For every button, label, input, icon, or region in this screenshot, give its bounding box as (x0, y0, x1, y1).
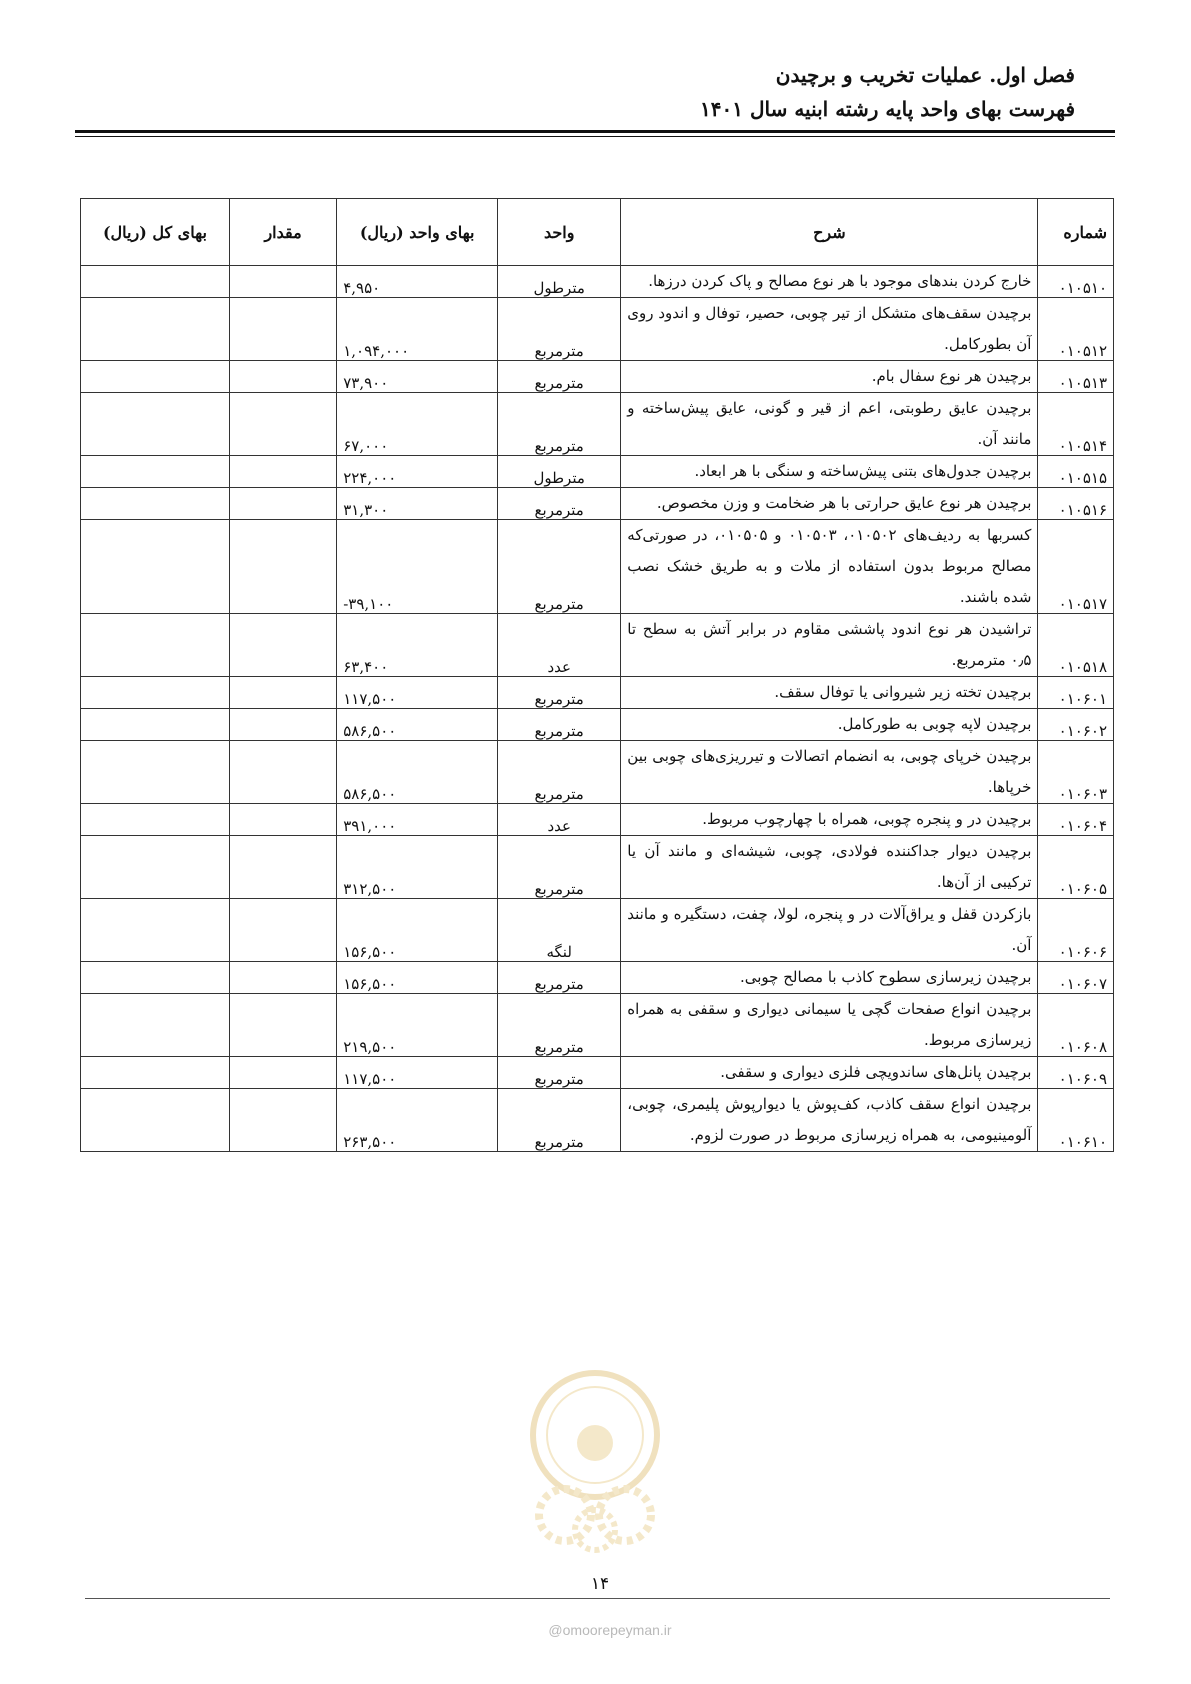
item-unit: مترمربع (498, 520, 621, 614)
item-description: تراشیدن هر نوع اندود پاششی مقاوم در برابر آتش به سطح تا ۰٫۵ مترمربع. (621, 614, 1038, 677)
item-total-price (81, 520, 230, 614)
item-total-price (81, 266, 230, 298)
table-row (81, 456, 1114, 488)
item-code: ۰۱۰۶۰۷ (1038, 962, 1114, 994)
item-unit: مترمربع (498, 709, 621, 741)
table-row (81, 677, 1114, 709)
item-unit-price: -۳۹,۱۰۰ (337, 520, 498, 614)
item-description: برچیدن هر نوع سفال بام. (621, 361, 1038, 393)
item-code: ۰۱۰۶۰۳ (1038, 741, 1114, 804)
item-description: برچیدن انواع صفحات گچی یا سیمانی دیواری و سقفی به همراه زیرسازی مربوط. (621, 994, 1038, 1057)
item-total-price (81, 1089, 230, 1152)
item-unit: عدد (498, 614, 621, 677)
item-description: برچیدن هر نوع عایق حرارتی با هر ضخامت و وزن مخصوص. (621, 488, 1038, 520)
item-unit: مترمربع (498, 1089, 621, 1152)
item-total-price (81, 614, 230, 677)
item-unit-price: ۵۸۶,۵۰۰ (337, 709, 498, 741)
table-row (81, 488, 1114, 520)
chapter-title: فصل اول. عملیات تخریب و برچیدن (775, 63, 1075, 87)
item-quantity (229, 488, 336, 520)
item-unit: مترطول (498, 456, 621, 488)
table-row (81, 520, 1114, 614)
table-row (81, 1089, 1114, 1152)
item-total-price (81, 962, 230, 994)
item-description: برچیدن سقف‌های متشکل از تیر چوبی، حصیر، توفال و اندود روی آن بطورکامل. (621, 298, 1038, 361)
item-code: ۰۱۰۵۱۶ (1038, 488, 1114, 520)
table-row (81, 614, 1114, 677)
item-code: ۰۱۰۵۱۷ (1038, 520, 1114, 614)
table-row (81, 266, 1114, 298)
item-unit: مترمربع (498, 677, 621, 709)
watermark-seal (510, 1365, 680, 1565)
item-code: ۰۱۰۵۱۴ (1038, 393, 1114, 456)
table-header-row (81, 199, 1114, 266)
item-quantity (229, 804, 336, 836)
item-quantity (229, 1089, 336, 1152)
item-quantity (229, 266, 336, 298)
item-quantity (229, 741, 336, 804)
item-unit-price: ۱۱۷,۵۰۰ (337, 1057, 498, 1089)
item-unit-price: ۱۵۶,۵۰۰ (337, 962, 498, 994)
item-total-price (81, 899, 230, 962)
item-unit: لنگه (498, 899, 621, 962)
item-description: بازکردن قفل و یراق‌آلات در و پنجره، لولا، چفت، دستگیره و مانند آن. (621, 899, 1038, 962)
item-quantity (229, 393, 336, 456)
item-unit: مترمربع (498, 741, 621, 804)
item-code: ۰۱۰۶۰۵ (1038, 836, 1114, 899)
item-unit-price: ۲۱۹,۵۰۰ (337, 994, 498, 1057)
item-code: ۰۱۰۵۱۵ (1038, 456, 1114, 488)
item-description: خارج کردن بندهای موجود با هر نوع مصالح و پاک کردن درزها. (621, 266, 1038, 298)
price-table (80, 198, 1114, 1152)
column-header-description: شرح (621, 199, 1038, 266)
item-unit: مترمربع (498, 361, 621, 393)
item-code: ۰۱۰۵۱۲ (1038, 298, 1114, 361)
column-header-unit: واحد (498, 199, 621, 266)
item-total-price (81, 393, 230, 456)
item-unit: مترمربع (498, 836, 621, 899)
item-unit-price: ۶۷,۰۰۰ (337, 393, 498, 456)
item-unit-price: ۲۲۴,۰۰۰ (337, 456, 498, 488)
column-header-total-price: بهای کل (ریال) (81, 199, 230, 266)
item-total-price (81, 741, 230, 804)
item-quantity (229, 962, 336, 994)
item-description: برچیدن تخته زیر شیروانی یا توفال سقف. (621, 677, 1038, 709)
page-header (75, 58, 1075, 126)
item-unit-price: ۱۱۷,۵۰۰ (337, 677, 498, 709)
item-code: ۰۱۰۶۱۰ (1038, 1089, 1114, 1152)
item-total-price (81, 677, 230, 709)
price-list-title: فهرست بهای واحد پایه رشته ابنیه سال ۱۴۰۱ (700, 97, 1075, 121)
item-code: ۰۱۰۶۰۹ (1038, 1057, 1114, 1089)
item-unit: مترمربع (498, 488, 621, 520)
item-quantity (229, 709, 336, 741)
item-unit: مترمربع (498, 298, 621, 361)
item-total-price (81, 456, 230, 488)
item-description: برچیدن عایق رطوبتی، اعم از قیر و گونی، عایق پیش‌ساخته و مانند آن. (621, 393, 1038, 456)
item-quantity (229, 361, 336, 393)
header-rule-thin (75, 136, 1115, 137)
column-header-code: شماره (1038, 199, 1114, 266)
item-quantity (229, 298, 336, 361)
item-code: ۰۱۰۶۰۲ (1038, 709, 1114, 741)
item-total-price (81, 836, 230, 899)
item-total-price (81, 804, 230, 836)
item-code: ۰۱۰۶۰۴ (1038, 804, 1114, 836)
page-number: ۱۴ (590, 1574, 610, 1594)
item-code: ۰۱۰۶۰۱ (1038, 677, 1114, 709)
item-description: برچیدن لاپه چوبی به طورکامل. (621, 709, 1038, 741)
item-code: ۰۱۰۵۱۳ (1038, 361, 1114, 393)
table-row (81, 361, 1114, 393)
item-unit-price: ۳۱,۳۰۰ (337, 488, 498, 520)
item-description: برچیدن در و پنجره چوبی، همراه با چهارچوب مربوط. (621, 804, 1038, 836)
item-quantity (229, 994, 336, 1057)
table-row (81, 836, 1114, 899)
item-code: ۰۱۰۵۱۸ (1038, 614, 1114, 677)
column-header-unit-price: بهای واحد (ریال) (337, 199, 498, 266)
item-unit-price: ۴,۹۵۰ (337, 266, 498, 298)
item-description: برچیدن انواع سقف کاذب، کف‌پوش یا دیوارپوش پلیمری، چوبی، آلومینیومی، به همراه زیرسازی مربوط در صورت لزوم. (621, 1089, 1038, 1152)
table-row (81, 709, 1114, 741)
site-watermark-label: @omoorepeyman.ir (548, 1622, 672, 1638)
header-rule-thick (75, 130, 1115, 133)
item-unit-price: ۳۱۲,۵۰۰ (337, 836, 498, 899)
item-total-price (81, 994, 230, 1057)
item-unit-price: ۷۳,۹۰۰ (337, 361, 498, 393)
item-total-price (81, 361, 230, 393)
item-total-price (81, 298, 230, 361)
item-unit: مترطول (498, 266, 621, 298)
item-code: ۰۱۰۶۰۶ (1038, 899, 1114, 962)
item-description: برچیدن زیرسازی سطوح کاذب با مصالح چوبی. (621, 962, 1038, 994)
table-row (81, 804, 1114, 836)
item-unit-price: ۲۶۳,۵۰۰ (337, 1089, 498, 1152)
table-row (81, 741, 1114, 804)
item-quantity (229, 456, 336, 488)
item-quantity (229, 677, 336, 709)
item-code: ۰۱۰۶۰۸ (1038, 994, 1114, 1057)
seal-emblem-icon (510, 1365, 680, 1565)
item-total-price (81, 488, 230, 520)
item-unit-price: ۱,۰۹۴,۰۰۰ (337, 298, 498, 361)
item-description: برچیدن جدول‌های بتنی پیش‌ساخته و سنگی با هر ابعاد. (621, 456, 1038, 488)
item-unit: مترمربع (498, 962, 621, 994)
item-quantity (229, 899, 336, 962)
item-unit-price: ۱۵۶,۵۰۰ (337, 899, 498, 962)
column-header-quantity: مقدار (229, 199, 336, 266)
item-unit-price: ۳۹۱,۰۰۰ (337, 804, 498, 836)
item-unit: مترمربع (498, 1057, 621, 1089)
item-description: برچیدن خرپای چوبی، به انضمام اتصالات و تیرریزی‌های چوبی بین خرپاها. (621, 741, 1038, 804)
item-total-price (81, 709, 230, 741)
item-quantity (229, 520, 336, 614)
table-row (81, 1057, 1114, 1089)
table-row (81, 899, 1114, 962)
item-quantity (229, 614, 336, 677)
item-description: کسربها به ردیف‌های ۰۱۰۵۰۲، ۰۱۰۵۰۳ و ۰۱۰۵۰۵، در صورتی‌که مصالح مربوط بدون استفاده از ملات و به طریق خشک نصب شده باشند. (621, 520, 1038, 614)
item-total-price (81, 1057, 230, 1089)
footer-rule (85, 1598, 1110, 1599)
item-unit: عدد (498, 804, 621, 836)
item-code: ۰۱۰۵۱۰ (1038, 266, 1114, 298)
table-row (81, 298, 1114, 361)
table-row (81, 994, 1114, 1057)
item-quantity (229, 836, 336, 899)
item-unit-price: ۵۸۶,۵۰۰ (337, 741, 498, 804)
table-row (81, 962, 1114, 994)
item-unit: مترمربع (498, 393, 621, 456)
item-quantity (229, 1057, 336, 1089)
item-unit-price: ۶۳,۴۰۰ (337, 614, 498, 677)
item-description: برچیدن پانل‌های ساندویچی فلزی دیواری و سقفی. (621, 1057, 1038, 1089)
table-row (81, 393, 1114, 456)
item-description: برچیدن دیوار جداکننده فولادی، چوبی، شیشه‌ای و مانند آن یا ترکیبی از آن‌ها. (621, 836, 1038, 899)
item-unit: مترمربع (498, 994, 621, 1057)
